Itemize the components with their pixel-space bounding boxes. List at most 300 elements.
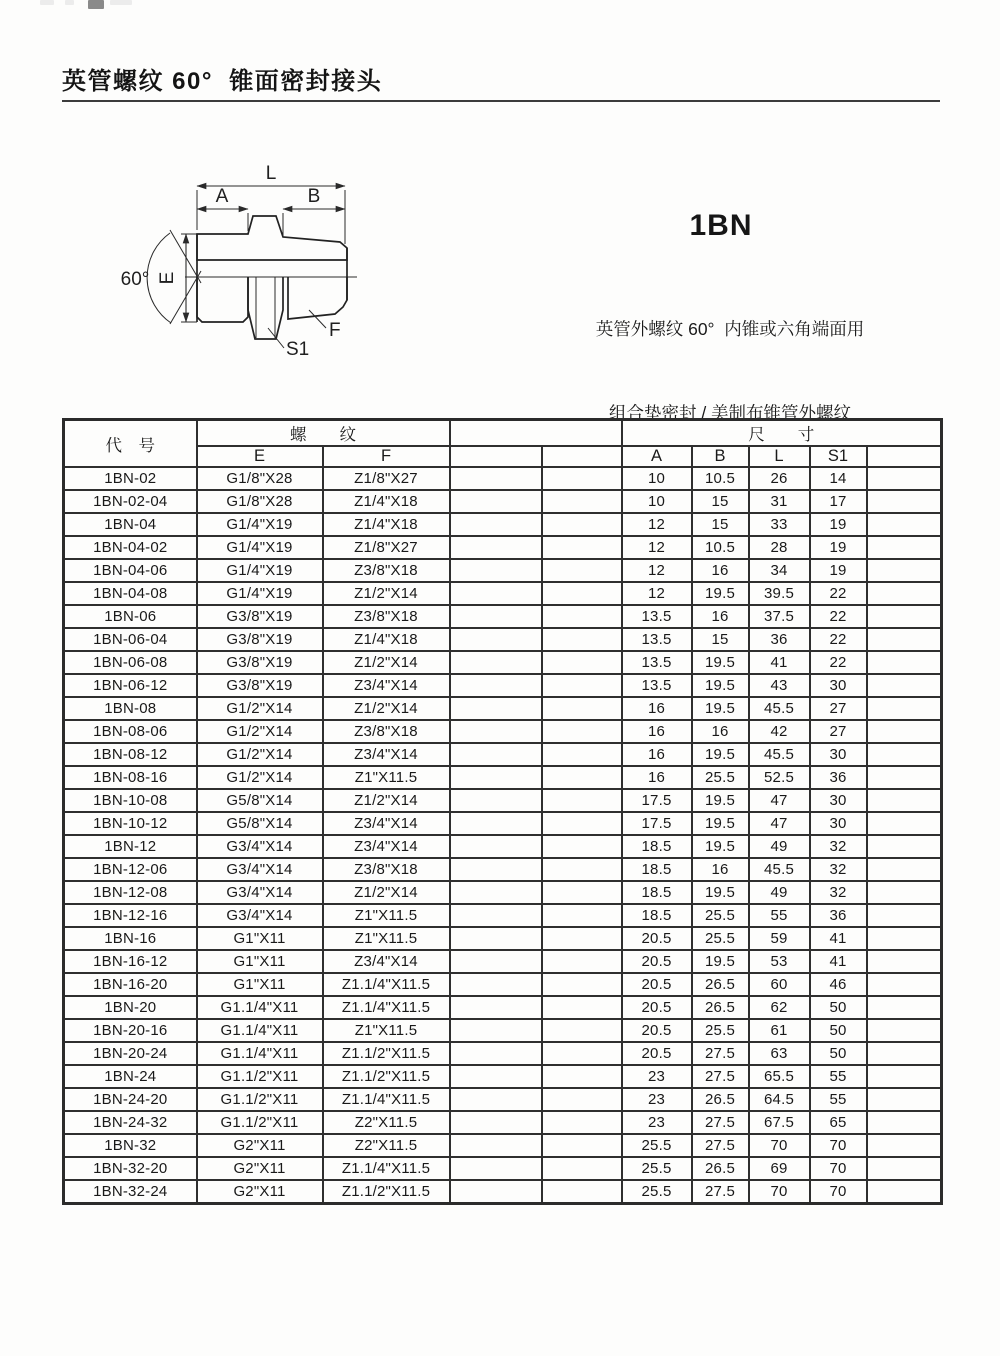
cell-dim-s1: 41 bbox=[810, 950, 867, 973]
cell-code: 1BN-06-04 bbox=[64, 628, 197, 651]
cell-dim-a: 13.5 bbox=[622, 674, 692, 697]
cell-dim-l: 59 bbox=[749, 927, 810, 950]
scan-smudge bbox=[110, 0, 132, 5]
cell-blank bbox=[542, 628, 622, 651]
cell-dim-a: 20.5 bbox=[622, 1019, 692, 1042]
cell-blank bbox=[450, 628, 542, 651]
cell-dim-a: 12 bbox=[622, 582, 692, 605]
cell-thread-f: Z3/8"X18 bbox=[323, 858, 450, 881]
cell-dim-s1: 36 bbox=[810, 766, 867, 789]
scan-smudge bbox=[88, 0, 104, 9]
cell-thread-e: G1.1/4"X11 bbox=[197, 996, 323, 1019]
cell-dim-b: 19.5 bbox=[692, 674, 749, 697]
header-blank-2 bbox=[542, 446, 622, 467]
cell-thread-f: Z2"X11.5 bbox=[323, 1111, 450, 1134]
cell-dim-a: 13.5 bbox=[622, 628, 692, 651]
cell-blank bbox=[450, 582, 542, 605]
table-row bbox=[64, 996, 942, 1019]
cell-thread-f: Z1"X11.5 bbox=[323, 904, 450, 927]
cell-blank bbox=[867, 1111, 942, 1134]
cell-blank bbox=[542, 789, 622, 812]
cell-code: 1BN-20-16 bbox=[64, 1019, 197, 1042]
cell-code: 1BN-12 bbox=[64, 835, 197, 858]
cell-blank bbox=[450, 1019, 542, 1042]
cell-thread-f: Z3/4"X14 bbox=[323, 674, 450, 697]
cell-thread-f: Z1/2"X14 bbox=[323, 651, 450, 674]
cell-thread-e: G1"X11 bbox=[197, 973, 323, 996]
cell-blank bbox=[542, 1180, 622, 1204]
cell-code: 1BN-32-20 bbox=[64, 1157, 197, 1180]
table-row bbox=[64, 881, 942, 904]
cell-blank bbox=[450, 536, 542, 559]
cell-thread-f: Z3/4"X14 bbox=[323, 835, 450, 858]
cell-dim-a: 18.5 bbox=[622, 881, 692, 904]
cell-dim-s1: 30 bbox=[810, 789, 867, 812]
cell-thread-e: G1/4"X19 bbox=[197, 582, 323, 605]
cell-blank bbox=[542, 1111, 622, 1134]
cell-thread-f: Z3/4"X14 bbox=[323, 743, 450, 766]
table-row bbox=[64, 605, 942, 628]
cell-blank bbox=[542, 1019, 622, 1042]
cell-blank bbox=[542, 559, 622, 582]
cell-blank bbox=[450, 674, 542, 697]
cell-blank bbox=[867, 973, 942, 996]
cell-dim-l: 53 bbox=[749, 950, 810, 973]
table-row bbox=[64, 766, 942, 789]
cell-dim-l: 60 bbox=[749, 973, 810, 996]
table-row bbox=[64, 1088, 942, 1111]
cell-code: 1BN-02 bbox=[64, 467, 197, 490]
cell-dim-s1: 19 bbox=[810, 536, 867, 559]
cell-dim-l: 47 bbox=[749, 789, 810, 812]
cell-dim-s1: 22 bbox=[810, 651, 867, 674]
cell-dim-s1: 70 bbox=[810, 1134, 867, 1157]
cell-thread-f: Z3/8"X18 bbox=[323, 559, 450, 582]
cell-code: 1BN-08-12 bbox=[64, 743, 197, 766]
cell-blank bbox=[450, 605, 542, 628]
cell-blank bbox=[867, 1180, 942, 1204]
cell-blank bbox=[542, 605, 622, 628]
cell-blank bbox=[542, 950, 622, 973]
cell-blank bbox=[867, 881, 942, 904]
product-description-line2: 组合垫密封 / 美制布锥管外螺纹 bbox=[608, 403, 852, 423]
cell-blank bbox=[867, 1134, 942, 1157]
spec-table bbox=[62, 418, 943, 1205]
table-row bbox=[64, 1157, 942, 1180]
cell-blank bbox=[450, 996, 542, 1019]
cell-code: 1BN-06-12 bbox=[64, 674, 197, 697]
cell-dim-l: 69 bbox=[749, 1157, 810, 1180]
cell-blank bbox=[450, 904, 542, 927]
cell-blank bbox=[867, 513, 942, 536]
cell-blank bbox=[867, 835, 942, 858]
cell-dim-l: 65.5 bbox=[749, 1065, 810, 1088]
cell-dim-s1: 19 bbox=[810, 559, 867, 582]
table-row bbox=[64, 1111, 942, 1134]
header-code: 代 号 bbox=[64, 420, 197, 468]
cell-dim-l: 43 bbox=[749, 674, 810, 697]
cell-dim-b: 27.5 bbox=[692, 1065, 749, 1088]
cell-thread-f: Z1"X11.5 bbox=[323, 766, 450, 789]
cell-dim-a: 16 bbox=[622, 720, 692, 743]
table-row bbox=[64, 674, 942, 697]
cell-thread-e: G2"X11 bbox=[197, 1134, 323, 1157]
dim-label-A: A bbox=[215, 186, 229, 207]
cell-blank bbox=[542, 674, 622, 697]
cell-dim-a: 25.5 bbox=[622, 1134, 692, 1157]
cell-code: 1BN-08 bbox=[64, 697, 197, 720]
cell-dim-s1: 27 bbox=[810, 720, 867, 743]
cell-code: 1BN-24 bbox=[64, 1065, 197, 1088]
cell-dim-l: 64.5 bbox=[749, 1088, 810, 1111]
cell-dim-b: 19.5 bbox=[692, 651, 749, 674]
cell-code: 1BN-16 bbox=[64, 927, 197, 950]
cell-dim-b: 15 bbox=[692, 628, 749, 651]
cell-thread-f: Z2"X11.5 bbox=[323, 1134, 450, 1157]
cell-dim-s1: 22 bbox=[810, 628, 867, 651]
cell-dim-b: 10.5 bbox=[692, 536, 749, 559]
cell-blank bbox=[542, 513, 622, 536]
cell-dim-b: 27.5 bbox=[692, 1134, 749, 1157]
table-row bbox=[64, 1180, 942, 1204]
cell-blank bbox=[450, 927, 542, 950]
cell-blank bbox=[542, 1157, 622, 1180]
header-blank-3 bbox=[867, 446, 942, 467]
table-row bbox=[64, 858, 942, 881]
cell-dim-s1: 32 bbox=[810, 858, 867, 881]
cell-dim-s1: 32 bbox=[810, 835, 867, 858]
cell-blank bbox=[867, 743, 942, 766]
cell-dim-a: 20.5 bbox=[622, 996, 692, 1019]
table-row bbox=[64, 582, 942, 605]
cell-thread-e: G3/4"X14 bbox=[197, 904, 323, 927]
cell-thread-f: Z1/2"X14 bbox=[323, 697, 450, 720]
cell-dim-l: 67.5 bbox=[749, 1111, 810, 1134]
cell-dim-b: 19.5 bbox=[692, 789, 749, 812]
cell-blank bbox=[542, 881, 622, 904]
cell-dim-s1: 50 bbox=[810, 1042, 867, 1065]
cell-dim-b: 19.5 bbox=[692, 697, 749, 720]
table-row bbox=[64, 789, 942, 812]
cell-thread-f: Z1.1/2"X11.5 bbox=[323, 1042, 450, 1065]
cell-blank bbox=[542, 766, 622, 789]
cell-code: 1BN-08-06 bbox=[64, 720, 197, 743]
table-row bbox=[64, 1134, 942, 1157]
table-row bbox=[64, 467, 942, 490]
cell-dim-l: 62 bbox=[749, 996, 810, 1019]
cell-dim-b: 16 bbox=[692, 559, 749, 582]
cell-blank bbox=[450, 467, 542, 490]
cell-dim-b: 26.5 bbox=[692, 1157, 749, 1180]
cell-blank bbox=[450, 812, 542, 835]
angle-label: 60° bbox=[120, 269, 150, 290]
header-col-L: L bbox=[749, 446, 810, 467]
cell-dim-b: 27.5 bbox=[692, 1180, 749, 1204]
cell-dim-s1: 30 bbox=[810, 743, 867, 766]
cell-thread-e: G2"X11 bbox=[197, 1157, 323, 1180]
cell-blank bbox=[867, 674, 942, 697]
cell-thread-f: Z1/8"X27 bbox=[323, 536, 450, 559]
cell-blank bbox=[450, 835, 542, 858]
cell-dim-a: 25.5 bbox=[622, 1157, 692, 1180]
cell-dim-s1: 36 bbox=[810, 904, 867, 927]
cell-thread-e: G1/2"X14 bbox=[197, 697, 323, 720]
cell-dim-s1: 41 bbox=[810, 927, 867, 950]
dim-label-E: E bbox=[157, 271, 178, 285]
cell-blank bbox=[867, 1019, 942, 1042]
cell-thread-f: Z1/4"X18 bbox=[323, 490, 450, 513]
scan-smudge bbox=[65, 0, 74, 5]
cell-thread-e: G2"X11 bbox=[197, 1180, 323, 1204]
product-code: 1BN bbox=[689, 209, 753, 242]
cell-blank bbox=[450, 1180, 542, 1204]
cell-code: 1BN-06-08 bbox=[64, 651, 197, 674]
cell-code: 1BN-16-20 bbox=[64, 973, 197, 996]
cell-blank bbox=[450, 720, 542, 743]
cell-dim-s1: 19 bbox=[810, 513, 867, 536]
cell-thread-f: Z3/8"X18 bbox=[323, 720, 450, 743]
cell-dim-b: 25.5 bbox=[692, 927, 749, 950]
table-row bbox=[64, 835, 942, 858]
cell-dim-a: 20.5 bbox=[622, 973, 692, 996]
cell-dim-l: 39.5 bbox=[749, 582, 810, 605]
cell-thread-e: G1.1/2"X11 bbox=[197, 1111, 323, 1134]
cell-thread-e: G3/8"X19 bbox=[197, 605, 323, 628]
cell-dim-l: 41 bbox=[749, 651, 810, 674]
cell-blank bbox=[867, 559, 942, 582]
cell-dim-a: 23 bbox=[622, 1088, 692, 1111]
cell-code: 1BN-10-12 bbox=[64, 812, 197, 835]
cell-code: 1BN-12-06 bbox=[64, 858, 197, 881]
cell-dim-l: 33 bbox=[749, 513, 810, 536]
page-title: 英管螺纹 60° 锥面密封接头 bbox=[62, 68, 383, 95]
cell-blank bbox=[542, 467, 622, 490]
cell-blank bbox=[450, 743, 542, 766]
cell-blank bbox=[450, 1134, 542, 1157]
table-row bbox=[64, 973, 942, 996]
cell-code: 1BN-02-04 bbox=[64, 490, 197, 513]
cell-blank bbox=[450, 1157, 542, 1180]
cell-blank bbox=[542, 490, 622, 513]
table-row bbox=[64, 743, 942, 766]
cell-blank bbox=[867, 1157, 942, 1180]
cell-dim-b: 26.5 bbox=[692, 973, 749, 996]
cell-blank bbox=[542, 651, 622, 674]
cell-blank bbox=[450, 513, 542, 536]
cell-dim-a: 20.5 bbox=[622, 950, 692, 973]
cell-thread-f: Z3/4"X14 bbox=[323, 812, 450, 835]
header-col-E: E bbox=[197, 446, 323, 467]
product-description-line1: 英管外螺纹 60° 内锥或六角端面用 bbox=[595, 319, 865, 339]
cell-thread-f: Z1/2"X14 bbox=[323, 881, 450, 904]
table-row bbox=[64, 950, 942, 973]
cell-thread-f: Z1"X11.5 bbox=[323, 927, 450, 950]
cell-blank bbox=[450, 651, 542, 674]
cell-blank bbox=[867, 536, 942, 559]
cell-dim-s1: 22 bbox=[810, 605, 867, 628]
cell-code: 1BN-04-08 bbox=[64, 582, 197, 605]
cell-dim-b: 19.5 bbox=[692, 743, 749, 766]
cell-thread-e: G1.1/2"X11 bbox=[197, 1088, 323, 1111]
cell-blank bbox=[867, 628, 942, 651]
table-row bbox=[64, 559, 942, 582]
cell-dim-a: 12 bbox=[622, 536, 692, 559]
cell-dim-b: 25.5 bbox=[692, 1019, 749, 1042]
cell-blank bbox=[542, 1134, 622, 1157]
cell-dim-a: 16 bbox=[622, 766, 692, 789]
table-row bbox=[64, 536, 942, 559]
dim-label-S1: S1 bbox=[286, 339, 310, 360]
cell-dim-b: 16 bbox=[692, 858, 749, 881]
cell-blank bbox=[867, 605, 942, 628]
cell-dim-l: 31 bbox=[749, 490, 810, 513]
cell-dim-b: 19.5 bbox=[692, 881, 749, 904]
table-row bbox=[64, 513, 942, 536]
cell-blank bbox=[867, 812, 942, 835]
cell-dim-b: 19.5 bbox=[692, 835, 749, 858]
cell-code: 1BN-16-12 bbox=[64, 950, 197, 973]
cell-dim-l: 36 bbox=[749, 628, 810, 651]
cell-dim-s1: 30 bbox=[810, 674, 867, 697]
cell-dim-s1: 55 bbox=[810, 1065, 867, 1088]
cell-blank bbox=[867, 720, 942, 743]
cell-thread-e: G1.1/4"X11 bbox=[197, 1042, 323, 1065]
header-blank-group bbox=[450, 420, 622, 447]
cell-blank bbox=[867, 1042, 942, 1065]
cell-blank bbox=[450, 766, 542, 789]
cell-dim-b: 19.5 bbox=[692, 812, 749, 835]
cell-thread-e: G1/4"X19 bbox=[197, 559, 323, 582]
table-row bbox=[64, 927, 942, 950]
cell-code: 1BN-04-02 bbox=[64, 536, 197, 559]
fitting-technical-drawing bbox=[85, 152, 445, 376]
cell-dim-l: 61 bbox=[749, 1019, 810, 1042]
cell-dim-a: 16 bbox=[622, 697, 692, 720]
dim-label-F: F bbox=[329, 320, 341, 341]
cell-dim-a: 25.5 bbox=[622, 1180, 692, 1204]
cell-blank bbox=[542, 927, 622, 950]
cell-dim-l: 49 bbox=[749, 835, 810, 858]
cell-thread-e: G1/2"X14 bbox=[197, 743, 323, 766]
cell-dim-l: 70 bbox=[749, 1180, 810, 1204]
dim-label-L: L bbox=[265, 163, 277, 184]
header-thread-group: 螺 纹 bbox=[197, 420, 450, 447]
cell-dim-s1: 70 bbox=[810, 1157, 867, 1180]
cell-thread-f: Z3/4"X14 bbox=[323, 950, 450, 973]
cell-blank bbox=[867, 1065, 942, 1088]
cell-blank bbox=[542, 1042, 622, 1065]
cell-blank bbox=[542, 743, 622, 766]
cell-blank bbox=[542, 582, 622, 605]
cell-code: 1BN-04 bbox=[64, 513, 197, 536]
cell-dim-l: 52.5 bbox=[749, 766, 810, 789]
cell-dim-s1: 17 bbox=[810, 490, 867, 513]
cell-blank bbox=[450, 697, 542, 720]
cell-thread-e: G5/8"X14 bbox=[197, 789, 323, 812]
cell-blank bbox=[542, 812, 622, 835]
cell-dim-s1: 70 bbox=[810, 1180, 867, 1204]
cell-thread-f: Z1/2"X14 bbox=[323, 582, 450, 605]
cell-thread-f: Z1/8"X27 bbox=[323, 467, 450, 490]
cell-dim-l: 63 bbox=[749, 1042, 810, 1065]
header-col-B: B bbox=[692, 446, 749, 467]
cell-dim-b: 25.5 bbox=[692, 766, 749, 789]
cell-code: 1BN-12-16 bbox=[64, 904, 197, 927]
cell-dim-b: 16 bbox=[692, 720, 749, 743]
cell-blank bbox=[542, 1088, 622, 1111]
scan-smudge bbox=[40, 0, 54, 5]
cell-thread-f: Z3/8"X18 bbox=[323, 605, 450, 628]
cell-dim-l: 45.5 bbox=[749, 743, 810, 766]
cell-dim-a: 23 bbox=[622, 1111, 692, 1134]
cell-blank bbox=[450, 1065, 542, 1088]
cell-thread-e: G1/2"X14 bbox=[197, 766, 323, 789]
cell-blank bbox=[867, 789, 942, 812]
cell-blank bbox=[542, 720, 622, 743]
cell-blank bbox=[450, 950, 542, 973]
cell-thread-e: G1"X11 bbox=[197, 950, 323, 973]
cell-thread-e: G1/4"X19 bbox=[197, 536, 323, 559]
cell-thread-e: G1.1/2"X11 bbox=[197, 1065, 323, 1088]
cell-blank bbox=[867, 927, 942, 950]
cell-dim-s1: 55 bbox=[810, 1088, 867, 1111]
cell-blank bbox=[542, 1065, 622, 1088]
cell-blank bbox=[867, 467, 942, 490]
cell-blank bbox=[450, 789, 542, 812]
cell-blank bbox=[450, 490, 542, 513]
cell-thread-f: Z1.1/4"X11.5 bbox=[323, 1088, 450, 1111]
cell-thread-f: Z1/2"X14 bbox=[323, 789, 450, 812]
table-row bbox=[64, 1042, 942, 1065]
cell-dim-a: 18.5 bbox=[622, 858, 692, 881]
cell-blank bbox=[542, 858, 622, 881]
cell-dim-l: 28 bbox=[749, 536, 810, 559]
cell-dim-l: 34 bbox=[749, 559, 810, 582]
cell-blank bbox=[450, 858, 542, 881]
cell-dim-a: 12 bbox=[622, 513, 692, 536]
cell-dim-l: 49 bbox=[749, 881, 810, 904]
cell-code: 1BN-20-24 bbox=[64, 1042, 197, 1065]
cell-blank bbox=[542, 973, 622, 996]
cell-code: 1BN-08-16 bbox=[64, 766, 197, 789]
cell-dim-b: 25.5 bbox=[692, 904, 749, 927]
cell-dim-l: 45.5 bbox=[749, 858, 810, 881]
cell-dim-a: 23 bbox=[622, 1065, 692, 1088]
cell-dim-s1: 32 bbox=[810, 881, 867, 904]
header-col-S1: S1 bbox=[810, 446, 867, 467]
table-row bbox=[64, 812, 942, 835]
cell-thread-e: G3/4"X14 bbox=[197, 835, 323, 858]
cell-thread-e: G3/8"X19 bbox=[197, 628, 323, 651]
cell-blank bbox=[867, 996, 942, 1019]
cell-thread-e: G1/2"X14 bbox=[197, 720, 323, 743]
cell-blank bbox=[867, 697, 942, 720]
cell-dim-s1: 65 bbox=[810, 1111, 867, 1134]
cell-dim-l: 37.5 bbox=[749, 605, 810, 628]
cell-dim-b: 15 bbox=[692, 490, 749, 513]
cell-thread-e: G3/8"X19 bbox=[197, 651, 323, 674]
cell-blank bbox=[450, 1042, 542, 1065]
cell-dim-b: 10.5 bbox=[692, 467, 749, 490]
cell-dim-a: 20.5 bbox=[622, 927, 692, 950]
cell-dim-b: 16 bbox=[692, 605, 749, 628]
table-row bbox=[64, 628, 942, 651]
cell-thread-f: Z1.1/2"X11.5 bbox=[323, 1180, 450, 1204]
cell-blank bbox=[867, 651, 942, 674]
cell-code: 1BN-12-08 bbox=[64, 881, 197, 904]
cell-dim-a: 18.5 bbox=[622, 835, 692, 858]
cell-blank bbox=[867, 904, 942, 927]
